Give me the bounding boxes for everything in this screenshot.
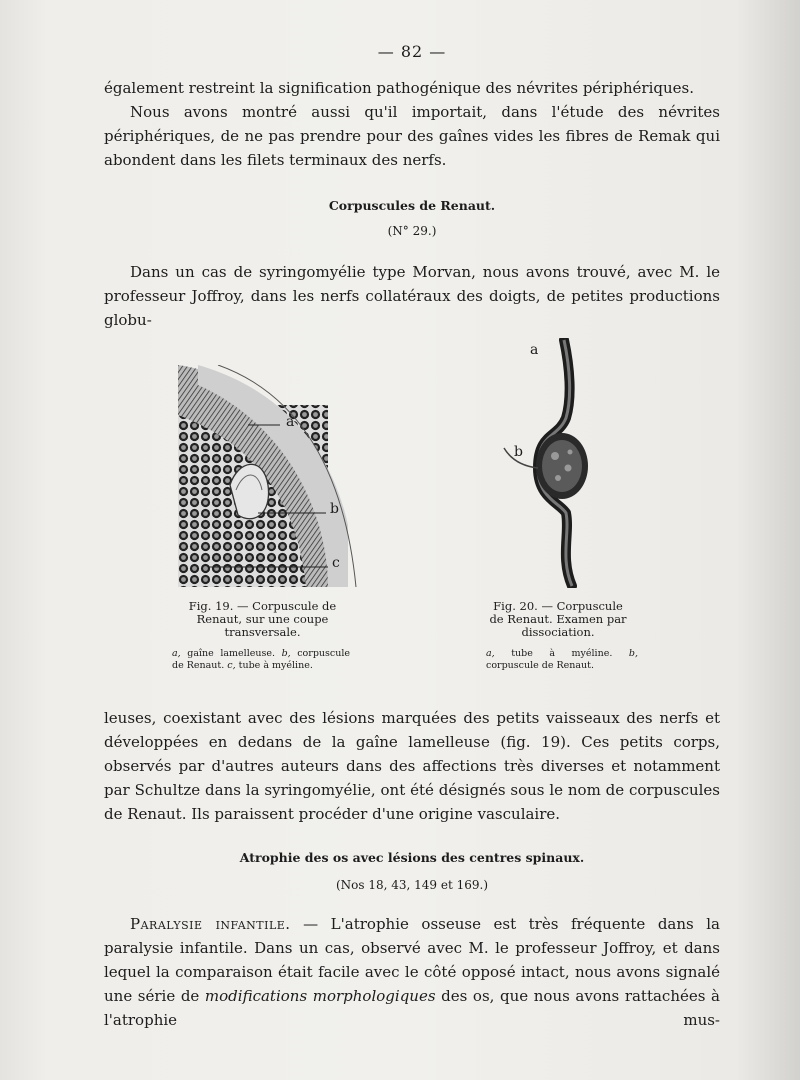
section-heading-atrophie: Atrophie des os avec lésions des centres spinaux. — [239, 850, 585, 865]
renaut-continued-text — [104, 706, 720, 826]
atrophie-text — [104, 912, 720, 1032]
paragraph-1: également restreint la signification pathogénique des névrites périphériques. — [104, 79, 694, 97]
paragraph-2: Nous avons montré aussi qu'il importait, dans l'étude des névrites périphériques, de ne pas prendre pour des gaînes vides les fibres de Remak qui abondent dans les filets terminaux des nerfs. — [104, 103, 720, 169]
fig19-legend-a: gaîne lamelleuse. — [187, 648, 275, 659]
renaut-text — [104, 260, 720, 332]
section-heading-renaut: Corpuscules de Renaut. — [328, 198, 496, 213]
fig19-label-a: a — [286, 414, 295, 430]
fig20-label-b: b — [514, 444, 523, 460]
fig19-legend — [172, 648, 350, 672]
fig19-label-c: c — [332, 555, 340, 571]
fig20-label-a: a — [530, 342, 539, 358]
fig19-legend-b: corpuscule de Renaut. — [172, 648, 350, 671]
section-ref-atrophie: (Nos 18, 43, 149 et 169.) — [335, 878, 489, 892]
fig20-legend-a: tube à myéline. — [511, 648, 613, 659]
paragraph-5-part-b: des os, que nous avons rattachées à l'atrophie mus- — [104, 987, 720, 1029]
paragraph-4: leuses, coexistant avec des lésions marquées des petits vaisseaux des nerfs et développées en dedans de la gaîne lamelleuse (fig. 19). Ces petits corps, observés par d'autres auteurs dans des affections très diverses et notamment par Schultze dans la syringomyélie, ont été désignés sous le nom de corpuscules de Renaut. Ils paraissent procéder d'une origine vasculaire. — [104, 709, 720, 823]
intro-text — [104, 76, 720, 172]
fig19-legend-a-letter: a, — [172, 648, 181, 659]
fig20-caption: Fig. 20. — Corpuscule de Renaut. Examen par dissociation. — [489, 599, 627, 639]
fig20-legend-a-letter: a, — [486, 648, 495, 659]
fig19-legend-b-letter: b, — [281, 648, 291, 659]
paragraph-3: Dans un cas de syringomyélie type Morvan, nous avons trouvé, avec M. le professeur Joffroy, dans les nerfs collatéraux des doigts, de petites productions globu- — [104, 263, 720, 329]
fig20-legend — [486, 648, 638, 672]
fig19-legend-c-letter: c, — [227, 660, 236, 671]
paragraph-5-part-a: — L'atrophie osseuse est très fréquente dans la paralysie infantile. Dans un cas, observé avec M. le professeur Joffroy, et dans lequel la comparaison était facile avec le côté opposé intact, nous avons signalé une série de — [104, 915, 721, 1005]
fig19-label-b: b — [330, 501, 339, 517]
lead-term: Paralysie infantile. — [130, 915, 291, 933]
figure-20-illustration — [500, 338, 650, 588]
section-ref-renaut: (N° 29.) — [387, 224, 437, 238]
fig19-caption: Fig. 19. — Corpuscule de Renaut, sur une coupe transversale. — [188, 599, 337, 639]
fig19-legend-c: tube à myéline. — [238, 660, 313, 671]
fig20-legend-b-letter: b, — [628, 648, 638, 659]
paragraph-5 — [104, 912, 720, 1032]
paragraph-5-italic: modifications morphologiques — [204, 987, 436, 1005]
figure-19-illustration — [178, 365, 358, 587]
page-number: — 82 — — [377, 42, 447, 61]
fig20-legend-b: corpuscule de Renaut. — [486, 660, 595, 671]
